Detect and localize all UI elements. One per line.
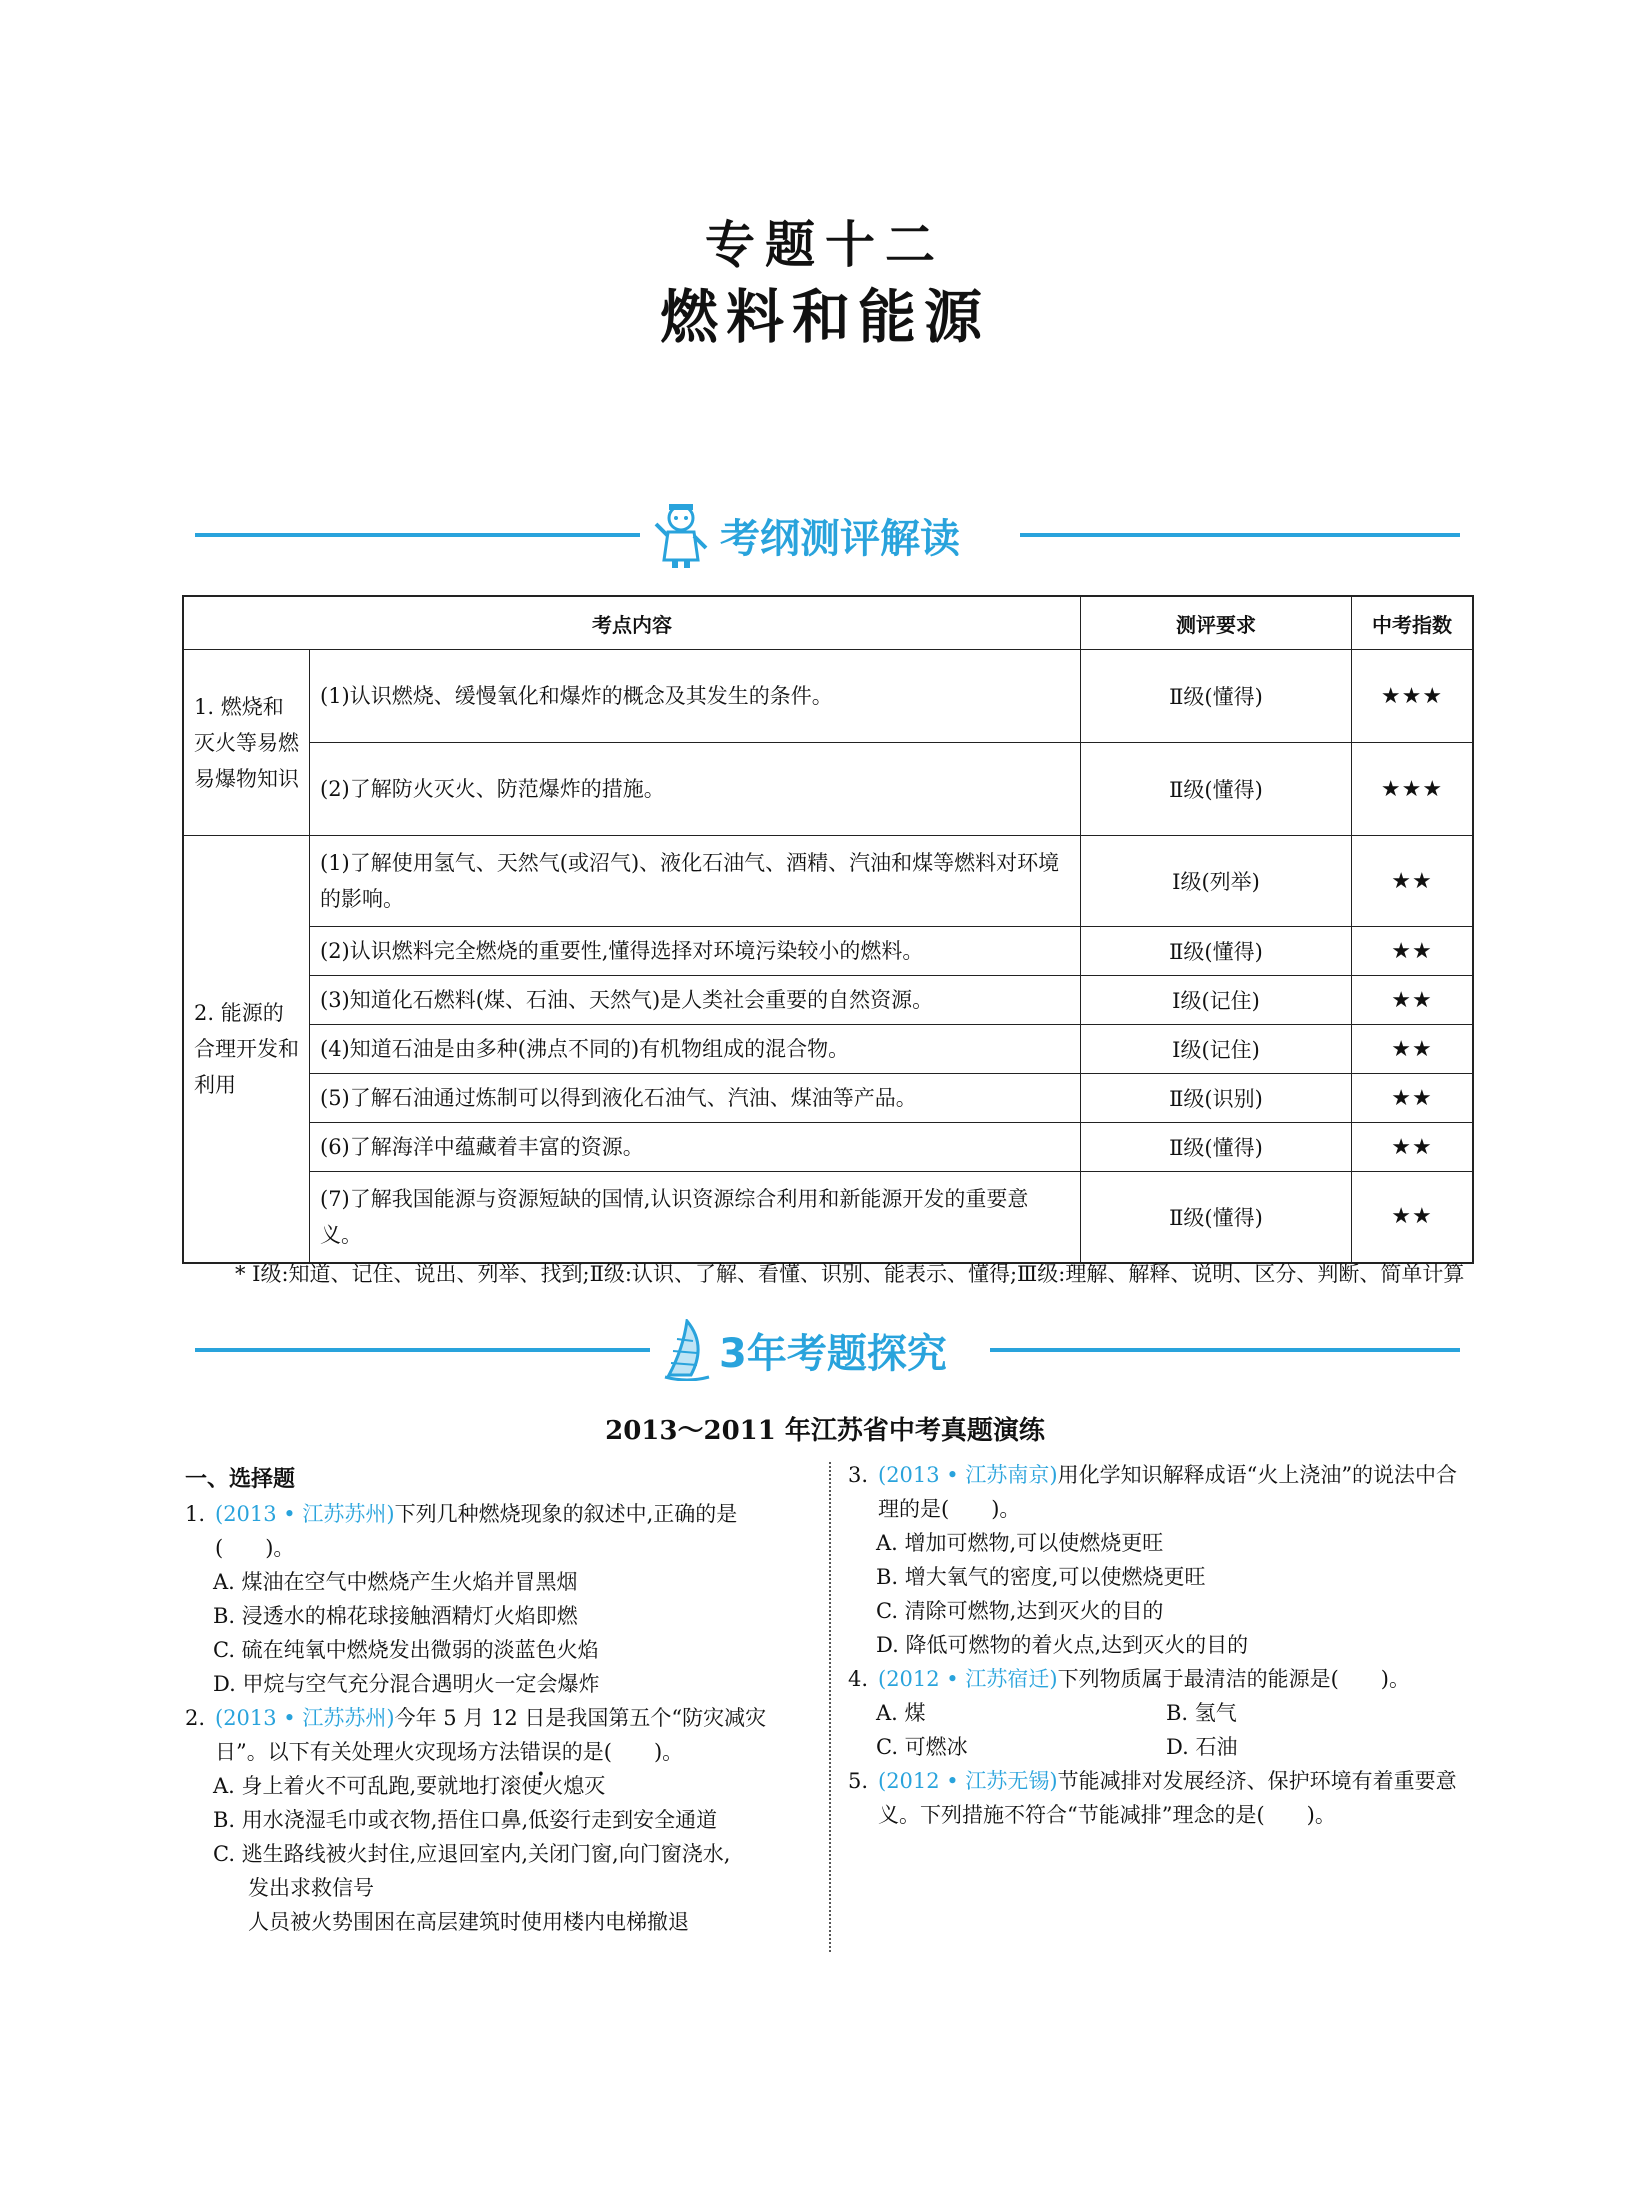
question-3 [848,1458,1478,1526]
table-row [183,1074,1473,1123]
topic-cell: 2. 能源的合理开发和利用 [183,836,310,1263]
question-stem: 下列几种燃烧现象的叙述中,正确的是( )。 [215,1502,738,1560]
header-content: 考点内容 [183,596,1081,650]
content-cell: (2)了解防火灭火、防范爆炸的措施。 [310,743,1081,836]
requirement-cell: Ⅱ级(识别) [1081,1074,1352,1123]
question-5 [848,1764,1478,1832]
question-number: 1. [185,1502,206,1526]
table-row [183,1025,1473,1074]
content-cell: (2)认识燃料完全燃烧的重要性,懂得选择对环境污染较小的燃料。 [310,927,1081,976]
option: B. 用水浇湿毛巾或衣物,捂住口鼻,低姿行走到安全通道 [213,1808,718,1832]
banner-rule-left [195,1348,650,1352]
question-4 [848,1662,1478,1696]
banner-label [650,500,960,570]
option: C. 清除可燃物,达到灭火的目的 [876,1599,1164,1623]
question-source: (2013 • 江苏南京) [878,1463,1058,1487]
option-row [848,1696,1478,1730]
index-cell: ★★ [1352,927,1474,976]
table-row [183,650,1473,743]
question-number: 5. [848,1769,869,1793]
banner-rule-right [990,1348,1460,1352]
section-banner-exam [195,1315,1460,1385]
column-divider [829,1462,831,1952]
mascot-icon [650,502,712,568]
index-cell: ★★ [1352,1074,1474,1123]
option-row [848,1730,1478,1764]
header-index: 中考指数 [1352,596,1474,650]
content-cell: (5)了解石油通过炼制可以得到液化石油气、汽油、煤油等产品。 [310,1074,1081,1123]
topic-cell: 1. 燃烧和灭火等易燃易爆物知识 [183,650,310,836]
header-requirement: 测评要求 [1081,596,1352,650]
question-stem: 用化学知识解释成语“火上浇油”的说法中合理的是( )。 [878,1463,1458,1521]
content-cell: (1)认识燃烧、缓慢氧化和爆炸的概念及其发生的条件。 [310,650,1081,743]
option: A. 身上着火不可乱跑,要就地打滚使火熄灭 [213,1774,606,1798]
option: C. 逃生路线被火封住,应退回室内,关闭门窗,向门窗浇水, [213,1842,731,1866]
content-cell: (4)知道石油是由多种(沸点不同的)有机物组成的混合物。 [310,1025,1081,1074]
option: 人员被火势围困在高层建筑时使用楼内电梯撤退 [248,1910,689,1934]
option: C. 可燃冰 [876,1735,968,1759]
content-cell: (3)知道化石燃料(煤、石油、天然气)是人类社会重要的自然资源。 [310,976,1081,1025]
emphasis-mark: 错误 [519,1740,562,1764]
question-stem: 节能减排对发展经济、保护环境有着重要意义。下列措施不符合“节能减排”理念的是( )。 [878,1769,1457,1827]
question-source: (2012 • 江苏无锡) [878,1769,1058,1793]
level-footnote: * Ⅰ级:知道、记住、说出、列举、找到;Ⅱ级:认识、了解、看懂、识别、能表示、懂得;Ⅲ级:理解、解释、说明、区分、判断、简单计算 [235,1262,1465,1286]
table-row [183,976,1473,1025]
option: A. 煤 [876,1701,926,1725]
right-column [848,1458,1478,1832]
option: A. 煤油在空气中燃烧产生火焰并冒黑烟 [213,1570,578,1594]
banner-label [663,1315,947,1385]
question-source: (2012 • 江苏宿迁) [878,1667,1058,1691]
question-number: 3. [848,1463,869,1487]
index-cell: ★★ [1352,976,1474,1025]
option: B. 氢气 [1166,1701,1237,1725]
index-cell: ★★★ [1352,650,1474,743]
index-cell: ★★ [1352,1123,1474,1172]
requirement-cell: Ⅰ级(列举) [1081,836,1352,927]
table-header-row [183,596,1473,650]
sail-icon [663,1319,711,1381]
table-row [183,836,1473,927]
option-continued: 发出求救信号 [248,1876,374,1900]
question-stem: 今年 5 月 12 日是我国第五个“防灾减灾日”。以下有关处理火灾现场方法 [215,1706,767,1764]
question-stem: 下列物质属于最清洁的能源是( )。 [1057,1667,1410,1691]
question-stem-end: 的是( )。 [561,1740,684,1764]
requirement-cell: Ⅱ级(懂得) [1081,927,1352,976]
requirement-cell: Ⅱ级(懂得) [1081,743,1352,836]
question-2 [185,1701,815,1769]
option: B. 浸透水的棉花球接触酒精灯火焰即燃 [213,1604,578,1628]
banner-rule-left [195,533,640,537]
section-banner-outline [195,500,1460,570]
table-row [183,927,1473,976]
content-cell: (1)了解使用氢气、天然气(或沼气)、液化石油气、酒精、汽油和煤等燃料对环境的影响。 [310,836,1081,927]
index-cell: ★★ [1352,1025,1474,1074]
option: D. 降低可燃物的着火点,达到灭火的目的 [876,1633,1249,1657]
table-row [183,1123,1473,1172]
content-cell: (6)了解海洋中蕴藏着丰富的资源。 [310,1123,1081,1172]
part-title: 一、选择题 [185,1467,296,1492]
index-cell: ★★ [1352,1172,1474,1263]
banner-rule-right [1020,533,1460,537]
option: C. 硫在纯氧中燃烧发出微弱的淡蓝色火焰 [213,1638,599,1662]
section-title-exam: 3年考题探究 [719,1330,947,1377]
option: A. 增加可燃物,可以使燃烧更旺 [876,1531,1164,1555]
left-column [185,1463,815,1939]
index-cell: ★★ [1352,836,1474,927]
table-row [183,743,1473,836]
outline-table [182,595,1474,1264]
question-number: 2. [185,1706,206,1730]
requirement-cell: Ⅱ级(懂得) [1081,1172,1352,1263]
option: D. 甲烷与空气充分混合遇明火一定会爆炸 [213,1672,600,1696]
exam-subtitle: 2013～2011 年江苏省中考真题演练 [605,1416,1045,1446]
requirement-cell: Ⅰ级(记住) [1081,1025,1352,1074]
option: D. 石油 [1166,1735,1238,1759]
topic-title: 燃料和能源 [659,283,990,351]
requirement-cell: Ⅰ级(记住) [1081,976,1352,1025]
section-title-outline: 考纲测评解读 [720,515,960,562]
option: B. 增大氧气的密度,可以使燃烧更旺 [876,1565,1206,1589]
content-cell: (7)了解我国能源与资源短缺的国情,认识资源综合利用和新能源开发的重要意义。 [310,1172,1081,1263]
question-1 [185,1497,815,1565]
requirement-cell: Ⅱ级(懂得) [1081,650,1352,743]
index-cell: ★★★ [1352,743,1474,836]
question-source: (2013 • 江苏苏州) [215,1706,395,1730]
question-number: 4. [848,1667,869,1691]
table-row [183,1172,1473,1263]
requirement-cell: Ⅱ级(懂得) [1081,1123,1352,1172]
topic-number: 专题十二 [705,216,945,274]
question-source: (2013 • 江苏苏州) [215,1502,395,1526]
